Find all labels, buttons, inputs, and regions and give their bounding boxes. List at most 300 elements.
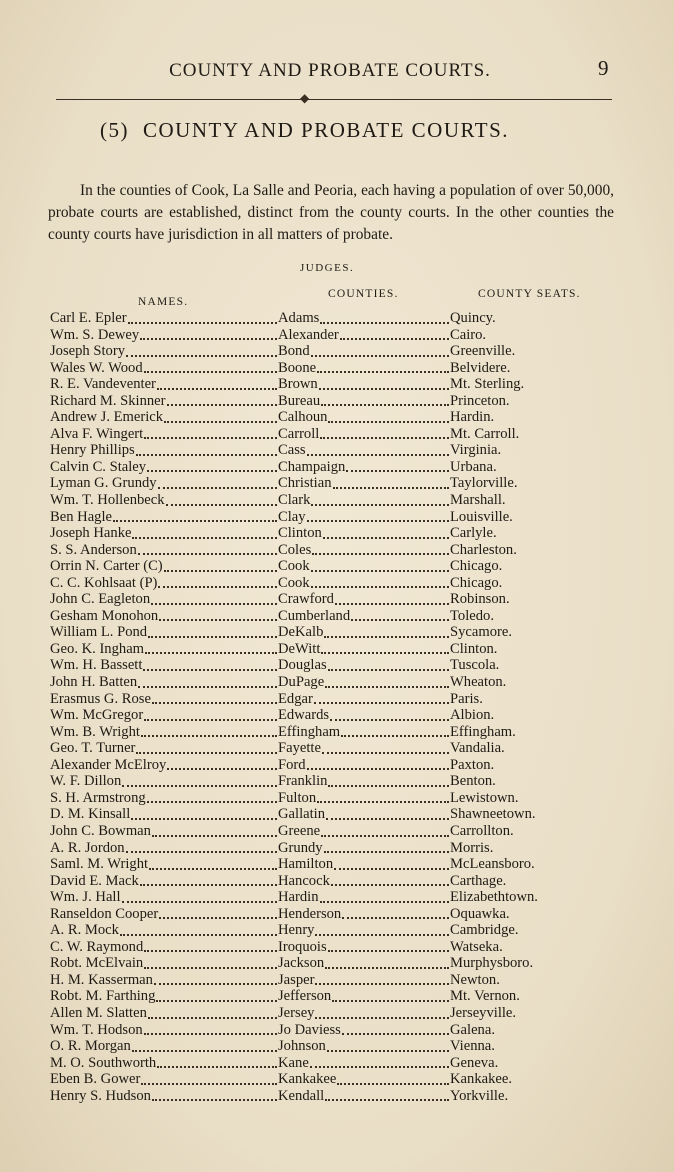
county-name: Calhoun [278,409,328,426]
judge-name: Robt. McElvain [50,955,144,972]
judge-name-cell [50,376,278,393]
leader-dots [319,385,449,390]
leader-dots [144,1030,277,1035]
leader-dots [312,550,449,555]
leader-dots [143,666,277,671]
county-name: Effingham [278,723,341,740]
leader-dots [122,782,277,787]
county-cell [278,873,450,890]
judge-name: H. M. Kasserman [50,971,153,988]
county-cell [278,509,450,526]
county-seat: Vandalia. [450,740,505,757]
judge-name-cell [50,939,278,956]
judge-name-cell [50,674,278,691]
judge-name-cell [50,442,278,459]
county-cell [278,674,450,691]
county-seat: Cairo. [450,326,487,343]
leader-dots [328,947,449,952]
list-item [50,740,620,757]
leader-dots [144,964,277,969]
leader-dots [144,434,277,439]
judge-name-cell [50,922,278,939]
leader-dots [351,616,449,621]
county-name: Jasper [278,971,315,988]
judge-name: Richard M. Skinner [50,392,166,409]
county-name: Henry [278,922,315,939]
judge-name-cell [50,873,278,890]
county-cell [278,939,450,956]
county-cell [278,1022,450,1039]
leader-dots [149,865,277,870]
leader-dots [159,914,277,919]
county-name: Kankakee [278,1071,337,1088]
county-name: Edwards [278,707,330,724]
county-seat: McLeansboro. [450,856,535,873]
leader-dots [307,765,449,770]
list-item [50,376,620,393]
judge-name: W. F. Dillon [50,773,122,790]
county-name: Adams [278,310,320,326]
judge-name: Geo. T. Turner [50,740,136,757]
leader-dots [159,616,277,621]
judge-name-cell [50,360,278,377]
leader-dots [315,931,449,936]
leader-dots [342,914,449,919]
judge-name-cell [50,575,278,592]
county-seat: Wheaton. [450,674,507,691]
county-name: Cumberland [278,607,351,624]
county-cell [278,641,450,658]
judge-name: O. R. Morgan [50,1038,131,1055]
county-cell [278,790,450,807]
county-cell [278,823,450,840]
county-name: Fayette [278,740,321,757]
judge-name: S. S. Anderson [50,541,137,558]
list-item [50,691,620,708]
judge-name-cell [50,806,278,823]
list-item [50,773,620,790]
leader-dots [145,649,277,654]
list-item [50,790,620,807]
leader-dots [311,583,449,588]
county-seat: Robinson. [450,591,510,608]
judge-name: Wm. T. Hodson [50,1021,143,1038]
judge-name-cell [50,475,278,492]
leader-dots [331,881,449,886]
leader-dots [320,434,449,439]
section-heading [100,118,580,152]
leader-dots [152,699,277,704]
list-item [50,922,620,939]
county-cell [278,575,450,592]
leader-dots [147,798,277,803]
county-seat: Princeton. [450,392,510,409]
county-name: Jo Daviess [278,1021,341,1038]
running-title: COUNTY AND PROBATE COURTS. [169,60,491,81]
county-cell [278,558,450,575]
judge-name-cell [50,343,278,360]
county-name: Greene [278,822,321,839]
county-name: DeWitt [278,640,321,657]
county-name: Boone [278,359,317,376]
leader-dots [334,865,449,870]
column-heading-seats: COUNTY SEATS. [478,288,581,300]
list-item [50,525,620,542]
county-cell [278,1071,450,1088]
county-cell [278,1038,450,1055]
judge-name: A. R. Mock [50,922,119,939]
leader-dots [167,401,277,406]
judge-name-cell [50,955,278,972]
county-cell [278,1088,450,1105]
leader-dots [154,980,277,985]
county-seat: Clinton. [450,640,498,657]
judge-name-cell [50,525,278,542]
judge-name: Wm. H. Bassett [50,657,143,674]
section-number: (5) [100,118,129,142]
county-name: DeKalb [278,624,324,641]
judge-name: Joseph Hanke [50,525,132,542]
leader-dots [136,451,277,456]
list-item [50,840,620,857]
judge-name-cell [50,1005,278,1022]
list-item [50,1005,620,1022]
list-item [50,657,620,674]
list-item [50,575,620,592]
county-cell [278,343,450,360]
leader-dots [328,782,449,787]
county-seat: Albion. [450,707,495,724]
county-cell [278,459,450,476]
leader-dots [132,534,277,539]
county-seat: Oquawka. [450,905,510,922]
county-cell [278,360,450,377]
list-item [50,542,620,559]
county-name: Grundy [278,839,323,856]
judge-name-cell [50,691,278,708]
county-seat: Newton. [450,971,500,988]
list-item [50,906,620,923]
county-name: Crawford [278,591,334,608]
list-item [50,608,620,625]
judge-name: Allen M. Slatten [50,1004,147,1021]
list-item [50,955,620,972]
county-seat: Mt. Carroll. [450,425,520,442]
list-item [50,972,620,989]
rule-ornament-icon: ◆ [300,91,310,105]
county-seat: Louisville. [450,508,513,525]
judge-name: Saml. M. Wright [50,856,149,873]
leader-dots [166,501,277,506]
county-name: Clinton [278,525,322,542]
judge-name: Alexander McElroy [50,756,167,773]
leader-dots [330,716,449,721]
county-cell [278,972,450,989]
county-seat: Carthage. [450,872,507,889]
judge-name: Wm. B. Wright [50,723,140,740]
list-item [50,624,620,641]
leader-dots [136,749,277,754]
leader-dots [132,1047,277,1052]
leader-dots [144,368,277,373]
county-cell [278,327,450,344]
county-seat: Paris. [450,690,483,707]
list-item [50,1022,620,1039]
judge-name-cell [50,773,278,790]
judge-name-cell [50,740,278,757]
leader-dots [144,716,277,721]
county-cell [278,773,450,790]
county-seat: Elizabethtown. [450,889,538,906]
county-name: Jersey [278,1004,315,1021]
leader-dots [140,881,277,886]
judge-name-cell [50,988,278,1005]
leader-dots [148,1014,277,1019]
leader-dots [321,649,449,654]
judge-name: Alva F. Wingert [50,425,144,442]
county-seat: Geneva. [450,1054,499,1071]
leader-dots [315,1014,449,1019]
county-name: Iroquois [278,938,327,955]
list-item [50,939,620,956]
leader-dots [164,418,277,423]
county-name: Hancock [278,872,330,889]
county-cell [278,707,450,724]
leader-dots [342,1030,449,1035]
leader-dots [325,964,449,969]
leader-dots [126,848,277,853]
county-name: Hardin [278,889,319,906]
list-item [50,442,620,459]
judge-name-cell [50,1071,278,1088]
judge-name-cell [50,840,278,857]
county-seat: Toledo. [450,607,494,624]
county-name: Gallatin [278,806,326,823]
list-item [50,823,620,840]
judge-name-cell [50,542,278,559]
leader-dots [314,699,449,704]
list-item [50,889,620,906]
list-item [50,459,620,476]
list-item [50,1055,620,1072]
county-seat: Yorkville. [450,1087,509,1104]
judge-name-cell [50,509,278,526]
judge-name-cell [50,1088,278,1105]
leader-dots [141,732,277,737]
county-seat: Paxton. [450,756,495,773]
leader-dots [322,749,449,754]
list-item [50,707,620,724]
leader-dots [164,567,277,572]
county-name: Edgar [278,690,313,707]
leader-dots [120,931,277,936]
list-item [50,641,620,658]
leader-dots [310,1063,449,1068]
county-cell [278,393,450,410]
leader-dots [317,368,449,373]
county-cell [278,475,450,492]
county-seat: Lewistown. [450,789,519,806]
county-name: Bureau [278,392,321,409]
judge-name-cell [50,856,278,873]
judge-name: Wm. S. Dewey [50,326,140,343]
list-item [50,806,620,823]
leader-dots [138,683,277,688]
judge-name: M. O. Southworth [50,1054,157,1071]
judge-name: R. E. Vandeventer [50,376,156,393]
judge-name: Gesham Monohon [50,607,159,624]
list-item [50,475,620,492]
county-seat: Chicago. [450,574,503,591]
list-item [50,393,620,410]
leader-dots [325,683,449,688]
judge-name: Joseph Story [50,343,125,360]
leader-dots [311,567,449,572]
judge-name-cell [50,707,278,724]
county-name: Ford [278,756,306,773]
leader-dots [320,898,449,903]
judge-name: Carl E. Epler [50,310,127,326]
leader-dots [324,848,449,853]
county-cell [278,376,450,393]
judge-name: Wales W. Wood [50,359,143,376]
judge-name-cell [50,393,278,410]
judge-name-cell [50,1022,278,1039]
list-item [50,591,620,608]
judge-name: Wm. T. Hollenbeck [50,492,165,509]
list-item [50,1038,620,1055]
judge-name: Ben Hagle [50,508,113,525]
leader-dots [144,947,277,952]
leader-dots [335,600,449,605]
leader-dots [152,832,277,837]
judge-name: Henry S. Hudson [50,1087,151,1104]
list-item [50,873,620,890]
county-seat: Greenville. [450,343,516,360]
county-name: Champaign [278,458,346,475]
leader-dots [317,798,449,803]
list-item [50,409,620,426]
running-head [0,56,674,86]
county-seat: Hardin. [450,409,495,426]
county-seat: Chicago. [450,558,503,575]
county-seat: Shawneetown. [450,806,536,823]
county-seat: Carrollton. [450,822,514,839]
county-cell [278,1005,450,1022]
leader-dots [315,980,449,985]
judge-name-cell [50,591,278,608]
county-cell [278,906,450,923]
leader-dots [113,517,277,522]
county-name: Cass [278,442,306,459]
leader-dots [333,484,449,489]
county-cell [278,988,450,1005]
leader-dots [141,1080,277,1085]
county-seat: Virginia. [450,442,502,459]
county-seat: Mt. Sterling. [450,376,525,393]
leader-dots [328,666,449,671]
judges-heading: JUDGES. [300,262,355,274]
leader-dots [157,1063,277,1068]
leader-dots [324,633,449,638]
county-seat: Vienna. [450,1038,495,1055]
county-seat: Morris. [450,839,494,856]
leader-dots [321,401,449,406]
leader-dots [131,815,277,820]
county-seat: Marshall. [450,492,506,509]
leader-dots [311,352,449,357]
judge-name: Henry Phillips [50,442,135,459]
list-item [50,343,620,360]
county-cell [278,608,450,625]
judge-name: Lyman G. Grundy [50,475,157,492]
judge-name: D. M. Kinsall [50,806,131,823]
judge-name: C. W. Raymond [50,938,144,955]
judge-name-cell [50,409,278,426]
county-cell [278,624,450,641]
judge-name: Erasmus G. Rose [50,690,151,707]
county-cell [278,757,450,774]
judge-name: Wm. McGregor [50,707,144,724]
judge-name: S. H. Armstrong [50,789,146,806]
column-headings [0,288,674,306]
county-name: Alexander [278,326,339,343]
county-cell [278,840,450,857]
column-heading-names: NAMES. [138,296,189,308]
judge-name-cell [50,790,278,807]
judge-name-cell [50,459,278,476]
county-cell [278,591,450,608]
county-name: Cook [278,574,310,591]
judge-name: Geo. K. Ingham [50,640,145,657]
leader-dots [152,1096,277,1101]
list-item [50,310,620,327]
county-seat: Cambridge. [450,922,519,939]
county-name: Coles [278,541,312,558]
county-cell [278,542,450,559]
judge-name: John H. Batten [50,674,138,691]
judge-name-cell [50,757,278,774]
county-cell [278,806,450,823]
county-seat: Taylorville. [450,475,518,492]
county-name: Bond [278,343,310,360]
county-cell [278,409,450,426]
judge-name: A. R. Jordon [50,839,125,856]
county-name: Jefferson [278,988,332,1005]
intro-paragraph: In the counties of Cook, La Salle and Peoria, each having a population of over 50,000, probate courts are established, distinct from the county courts. In the other counties the county courts have jurisdiction in all matters of probate. [48,182,614,243]
leader-dots [323,534,449,539]
list-item [50,492,620,509]
judges-list [50,310,620,1104]
county-seat: Tuscola. [450,657,500,674]
county-cell [278,724,450,741]
leader-dots [332,997,449,1002]
county-name: Hamilton [278,856,334,873]
judge-name-cell [50,641,278,658]
judge-name-cell [50,327,278,344]
county-name: Brown [278,376,318,393]
county-cell [278,889,450,906]
county-seat: Mt. Vernon. [450,988,520,1005]
county-seat: Benton. [450,773,496,790]
judge-name: John C. Bowman [50,822,151,839]
county-name: Kendall [278,1087,325,1104]
list-item [50,1088,620,1105]
county-cell [278,525,450,542]
header-rule [56,99,612,100]
county-seat: Carlyle. [450,525,497,542]
list-item [50,724,620,741]
